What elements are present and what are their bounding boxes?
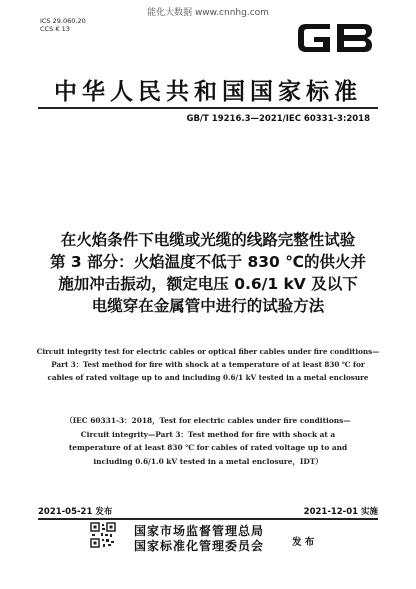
standard-number: GB/T 19216.3—2021/IEC 60331-3:2018	[186, 114, 370, 124]
watermark-text: 能化大数据 www.cnnhg.com	[147, 8, 269, 18]
issuing-authorities	[134, 524, 264, 554]
bottom-divider	[38, 518, 378, 520]
gb-logo	[292, 14, 378, 62]
equivalence-line: Circuit integrity—Part 3：Test method for fire with shock at a	[80, 429, 336, 439]
equivalence-statement	[34, 414, 382, 468]
equivalence-line: temperature of at least 830 ℃ for cables of rated voltage up to and	[68, 443, 348, 452]
ccs-code: CCS K 13	[40, 25, 70, 33]
top-divider	[38, 107, 378, 109]
english-title-line: Part 3：Test method for fire with shock at a temperature of at least 830 ℃ for	[51, 360, 365, 369]
chinese-title	[40, 229, 376, 317]
chinese-title-line: 在火焰条件下电缆或光缆的线路完整性试验	[60, 231, 356, 249]
chinese-title-line: 电缆穿在金属管中进行的试验方法	[91, 297, 325, 315]
classification-codes	[40, 17, 86, 33]
issuer-line: 国家市场监督管理总局	[134, 524, 265, 538]
implement-date: 2021-12-01 实施	[303, 507, 378, 517]
release-date: 2021-05-21 发布	[38, 507, 113, 517]
publish-label: 发 布	[292, 537, 315, 548]
qr-code-icon	[90, 522, 116, 548]
national-standard-title: 中华人民共和国国家标准	[54, 78, 362, 105]
ics-code: ICS 29.060.20	[40, 17, 86, 25]
equivalence-line: （IEC 60331-3：2018，Test for electric cables under fire conditions—	[65, 416, 351, 425]
english-title	[34, 345, 382, 384]
chinese-title-line: 第 3 部分：火焰温度不低于 830 ℃的供火并	[50, 253, 366, 271]
equivalence-line: including 0.6/1.0 kV tested in a metal enclosure，IDT）	[93, 456, 323, 466]
english-title-line: cables of rated voltage up to and including 0.6/1 kV tested in a metal enclosure	[47, 373, 369, 382]
chinese-title-line: 施加冲击振动，额定电压 0.6/1 kV 及以下	[58, 275, 358, 293]
english-title-line: Circuit integrity test for electric cables or optical fiber cables under fire conditions—	[36, 347, 380, 356]
issuer-line: 国家标准化管理委员会	[134, 539, 265, 553]
